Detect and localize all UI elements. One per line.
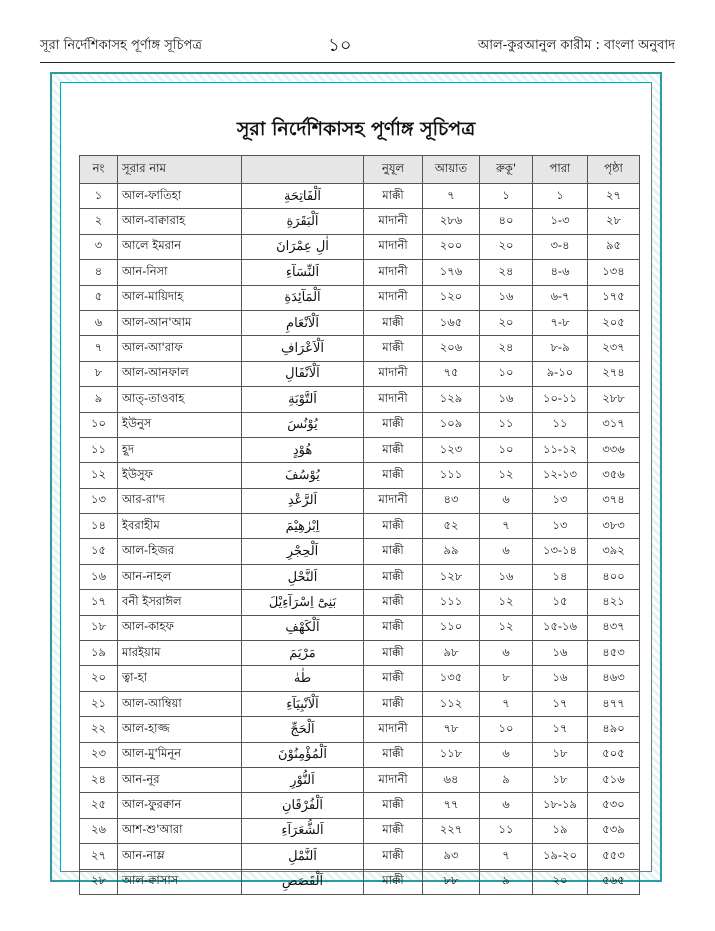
cell-ayat: ৮৮ [423, 869, 480, 894]
cell-ruku: ৯ [480, 767, 533, 792]
cell-para: ৯-১০ [533, 361, 588, 386]
cell-ruku: ৬ [480, 641, 533, 666]
cell-page: ৪৯০ [588, 717, 640, 742]
cell-ayat: ১১২ [423, 691, 480, 716]
cell-page: ৫৩৯ [588, 818, 640, 843]
cell-ruku: ৭ [480, 844, 533, 869]
cell-page: ৩১৭ [588, 412, 640, 437]
cell-surah-name: আল-ফুরক্বান [118, 793, 242, 818]
cell-para: ১৫ [533, 590, 588, 615]
table-header-row [80, 156, 640, 184]
cell-arabic-name: اَلْحِجْرِ [242, 539, 364, 564]
table-row [80, 641, 640, 666]
cell-para: ১৭ [533, 691, 588, 716]
cell-number: ১৮ [80, 615, 118, 640]
cell-ruku: ১২ [480, 615, 533, 640]
cell-page: ৪৩৭ [588, 615, 640, 640]
cell-arabic-name: اَلْاَعْرَافِ [242, 336, 364, 361]
cell-revelation: মাক্কী [364, 844, 423, 869]
cell-number: ১৬ [80, 564, 118, 589]
cell-revelation: মাদানী [364, 717, 423, 742]
cell-para: ৭-৮ [533, 310, 588, 335]
table-row [80, 793, 640, 818]
cell-arabic-name: هُوْدٍ [242, 437, 364, 462]
cell-ayat: ১২০ [423, 285, 480, 310]
cell-revelation: মাদানী [364, 234, 423, 259]
cell-ruku: ২০ [480, 234, 533, 259]
cell-surah-name: ত্বা-হা [118, 666, 242, 691]
cell-surah-name: আল-আনফাল [118, 361, 242, 386]
cell-number: ১ [80, 184, 118, 209]
cell-arabic-name: اَلْحَجِّ [242, 717, 364, 742]
cell-ayat: ৭ [423, 184, 480, 209]
cell-ruku: ১০ [480, 361, 533, 386]
cell-arabic-name: اَلْمَآئِدَةِ [242, 285, 364, 310]
table-row [80, 260, 640, 285]
table-row [80, 387, 640, 412]
page-number: ১০ [328, 34, 352, 56]
cell-page: ৫৫৩ [588, 844, 640, 869]
cell-ruku: ৮ [480, 666, 533, 691]
table-row [80, 209, 640, 234]
cell-page: ৩৮৩ [588, 514, 640, 539]
col-header-arabic [242, 156, 364, 184]
cell-surah-name: আত্-তাওবাহ [118, 387, 242, 412]
cell-ayat: ৯৮ [423, 641, 480, 666]
cell-revelation: মাক্কী [364, 641, 423, 666]
cell-arabic-name: اَلْمُؤْمِنُوْنَ [242, 742, 364, 767]
cell-para: ১৩-১৪ [533, 539, 588, 564]
cell-revelation: মাক্কী [364, 869, 423, 894]
cell-para: ৩-৪ [533, 234, 588, 259]
cell-number: ৩ [80, 234, 118, 259]
table-row [80, 666, 640, 691]
cell-page: ৪৫৩ [588, 641, 640, 666]
cell-para: ১৩ [533, 514, 588, 539]
cell-number: ১৭ [80, 590, 118, 615]
cell-number: ৬ [80, 310, 118, 335]
cell-ayat: ৭৮ [423, 717, 480, 742]
cell-number: ৮ [80, 361, 118, 386]
table-row [80, 514, 640, 539]
cell-page: ৪৬৩ [588, 666, 640, 691]
cell-para: ১ [533, 184, 588, 209]
cell-revelation: মাক্কী [364, 463, 423, 488]
cell-ruku: ১১ [480, 412, 533, 437]
table-row [80, 767, 640, 792]
cell-number: ৯ [80, 387, 118, 412]
cell-ayat: ৬৪ [423, 767, 480, 792]
table-row [80, 615, 640, 640]
cell-page: ৫০৫ [588, 742, 640, 767]
cell-surah-name: ইউসুফ [118, 463, 242, 488]
cell-para: ২০ [533, 869, 588, 894]
cell-ruku: ৭ [480, 691, 533, 716]
cell-para: ১৬ [533, 641, 588, 666]
cell-number: ১৪ [80, 514, 118, 539]
cell-arabic-name: بَنِىْٓ اِسْرَآءِيْلَ [242, 590, 364, 615]
cell-ruku: ১০ [480, 717, 533, 742]
cell-para: ১১ [533, 412, 588, 437]
cell-number: ১১ [80, 437, 118, 462]
table-row [80, 844, 640, 869]
content-panel [60, 82, 652, 890]
cell-ayat: ৯৩ [423, 844, 480, 869]
decorative-border [50, 72, 662, 890]
table-row [80, 361, 640, 386]
table-row [80, 539, 640, 564]
cell-arabic-name: اَلْفَاتِحَةِ [242, 184, 364, 209]
cell-page: ৫৬৫ [588, 869, 640, 894]
col-header-para: পারা [533, 156, 588, 184]
cell-number: ২৭ [80, 844, 118, 869]
cell-arabic-name: اَلشُّعَرَآءِ [242, 818, 364, 843]
cell-ayat: ২২৭ [423, 818, 480, 843]
cell-ayat: ১১১ [423, 590, 480, 615]
cell-page: ২০৫ [588, 310, 640, 335]
cell-number: ২৫ [80, 793, 118, 818]
header-left-title: সূরা নির্দেশিকাসহ পূর্ণাঙ্গ সূচিপত্র [40, 37, 202, 53]
cell-ruku: ৬ [480, 742, 533, 767]
cell-arabic-name: يُوْنُسَ [242, 412, 364, 437]
cell-ayat: ২০৬ [423, 336, 480, 361]
cell-revelation: মাক্কী [364, 590, 423, 615]
cell-para: ১৬ [533, 666, 588, 691]
cell-para: ১৯ [533, 818, 588, 843]
table-row [80, 412, 640, 437]
cell-arabic-name: يُوْسُفَ [242, 463, 364, 488]
cell-surah-name: মারইয়াম [118, 641, 242, 666]
col-header-revelation: নুযূল [364, 156, 423, 184]
cell-surah-name: আল-আন'আম [118, 310, 242, 335]
cell-arabic-name: اِبْرٰهِيْمَ [242, 514, 364, 539]
cell-page: ৪২১ [588, 590, 640, 615]
cell-ruku: ১৬ [480, 285, 533, 310]
cell-ruku: ৯ [480, 869, 533, 894]
cell-ayat: ১০৯ [423, 412, 480, 437]
cell-revelation: মাক্কী [364, 514, 423, 539]
cell-revelation: মাক্কী [364, 184, 423, 209]
table-row [80, 310, 640, 335]
cell-page: ৫৩০ [588, 793, 640, 818]
cell-para: ১৮-১৯ [533, 793, 588, 818]
cell-surah-name: আল-আ'রাফ [118, 336, 242, 361]
cell-revelation: মাক্কী [364, 539, 423, 564]
cell-arabic-name: اَلنِّسَآءِ [242, 260, 364, 285]
cell-page: ২৭৪ [588, 361, 640, 386]
cell-ruku: ২৪ [480, 260, 533, 285]
table-row [80, 564, 640, 589]
cell-surah-name: আশ-শু'আরা [118, 818, 242, 843]
cell-arabic-name: طٰهٰ [242, 666, 364, 691]
cell-surah-name: আন-নাম্ল [118, 844, 242, 869]
cell-revelation: মাক্কী [364, 666, 423, 691]
table-row [80, 184, 640, 209]
cell-ruku: ২০ [480, 310, 533, 335]
cell-ruku: ১০ [480, 437, 533, 462]
cell-page: ১৩৪ [588, 260, 640, 285]
cell-surah-name: আল-বাক্বারাহ [118, 209, 242, 234]
header-rule [40, 62, 675, 63]
cell-arabic-name: اَلتَّوْبَةِ [242, 387, 364, 412]
cell-page: ২৭ [588, 184, 640, 209]
cell-surah-name: আন-নিসা [118, 260, 242, 285]
cell-arabic-name: اَلنَّحْلِ [242, 564, 364, 589]
cell-ayat: ১৭৬ [423, 260, 480, 285]
cell-page: ৫১৬ [588, 767, 640, 792]
cell-arabic-name: اَلْفُرْقَانِ [242, 793, 364, 818]
cell-surah-name: আল-ক্বাসাস [118, 869, 242, 894]
cell-arabic-name: اَلْبَقَرَةِ [242, 209, 364, 234]
cell-number: ২১ [80, 691, 118, 716]
page-title: সূরা নির্দেশিকাসহ পূর্ণাঙ্গ সূচিপত্র [236, 118, 476, 140]
cell-number: ২৩ [80, 742, 118, 767]
cell-page: ৯৫ [588, 234, 640, 259]
cell-surah-name: আল-আম্বিয়া [118, 691, 242, 716]
cell-para: ১৯-২০ [533, 844, 588, 869]
cell-ayat: ১২৩ [423, 437, 480, 462]
cell-number: ২০ [80, 666, 118, 691]
col-header-ayat: আয়াত [423, 156, 480, 184]
cell-surah-name: হূদ [118, 437, 242, 462]
cell-arabic-name: اَلْكَهْفِ [242, 615, 364, 640]
cell-arabic-name: اَلْاَنْفَالِ [242, 361, 364, 386]
cell-arabic-name: اَلنُّوْرِ [242, 767, 364, 792]
cell-ruku: ১২ [480, 590, 533, 615]
cell-arabic-name: اَلْاَنْبِيَآءِ [242, 691, 364, 716]
cell-para: ৮-৯ [533, 336, 588, 361]
surah-index-table [79, 155, 640, 895]
cell-page: ৩৫৬ [588, 463, 640, 488]
table-row [80, 336, 640, 361]
table-row [80, 437, 640, 462]
cell-surah-name: বনী ইসরাঈল [118, 590, 242, 615]
cell-surah-name: আন-নাহল [118, 564, 242, 589]
cell-para: ১৫-১৬ [533, 615, 588, 640]
cell-surah-name: ইবরাহীম [118, 514, 242, 539]
cell-surah-name: আল-মায়িদাহ [118, 285, 242, 310]
cell-ruku: ৬ [480, 793, 533, 818]
cell-surah-name: আল-হিজর [118, 539, 242, 564]
col-header-name: সূরার নাম [118, 156, 242, 184]
cell-arabic-name: اَلْقَصَصِ [242, 869, 364, 894]
table-row [80, 488, 640, 513]
cell-number: ২৪ [80, 767, 118, 792]
cell-page: ৪৭৭ [588, 691, 640, 716]
cell-arabic-name: مَرْيَمَ [242, 641, 364, 666]
cell-ayat: ১৬৫ [423, 310, 480, 335]
cell-surah-name: আল-হাজ্জ [118, 717, 242, 742]
cell-ruku: ১ [480, 184, 533, 209]
cell-page: ১৭৫ [588, 285, 640, 310]
cell-revelation: মাদানী [364, 387, 423, 412]
table-row [80, 869, 640, 894]
cell-surah-name: ইউনুস [118, 412, 242, 437]
cell-arabic-name: اَلنَّمْلِ [242, 844, 364, 869]
cell-number: ৫ [80, 285, 118, 310]
cell-ruku: ১১ [480, 818, 533, 843]
cell-para: ৪-৬ [533, 260, 588, 285]
cell-ayat: ১১০ [423, 615, 480, 640]
cell-para: ১২-১৩ [533, 463, 588, 488]
cell-revelation: মাদানী [364, 285, 423, 310]
cell-para: ১১-১২ [533, 437, 588, 462]
cell-revelation: মাদানী [364, 488, 423, 513]
cell-surah-name: আল-মু'মিনূন [118, 742, 242, 767]
table-row [80, 463, 640, 488]
cell-page: ৩৭৪ [588, 488, 640, 513]
table-row [80, 691, 640, 716]
cell-ayat: ৪৩ [423, 488, 480, 513]
cell-arabic-name: اَلرَّعْدِ [242, 488, 364, 513]
col-header-no: নং [80, 156, 118, 184]
cell-ayat: ১২৮ [423, 564, 480, 589]
cell-revelation: মাদানী [364, 361, 423, 386]
cell-para: ১-৩ [533, 209, 588, 234]
cell-number: ১৯ [80, 641, 118, 666]
cell-page: ২৮ [588, 209, 640, 234]
cell-para: ১৭ [533, 717, 588, 742]
cell-ayat: ২৮৬ [423, 209, 480, 234]
cell-surah-name: আলে ইমরান [118, 234, 242, 259]
cell-number: ১২ [80, 463, 118, 488]
cell-number: ১০ [80, 412, 118, 437]
cell-para: ১৮ [533, 767, 588, 792]
cell-number: ২২ [80, 717, 118, 742]
cell-revelation: মাক্কী [364, 437, 423, 462]
cell-surah-name: আর-রা'দ [118, 488, 242, 513]
cell-ayat: ১১১ [423, 463, 480, 488]
col-header-ruku: রুকূ' [480, 156, 533, 184]
header-right-title: আল-কুরআনুল কারীম : বাংলা অনুবাদ [477, 37, 675, 53]
cell-revelation: মাদানী [364, 767, 423, 792]
cell-ruku: ১৬ [480, 564, 533, 589]
cell-para: ১৩ [533, 488, 588, 513]
table-row [80, 590, 640, 615]
cell-ayat: ১২৯ [423, 387, 480, 412]
cell-page: ৪০০ [588, 564, 640, 589]
cell-revelation: মাদানী [364, 260, 423, 285]
cell-page: ৩৯২ [588, 539, 640, 564]
cell-arabic-name: اَلْاَنْعَامِ [242, 310, 364, 335]
table-row [80, 818, 640, 843]
table-body [80, 184, 640, 895]
cell-revelation: মাক্কী [364, 818, 423, 843]
cell-ruku: ১২ [480, 463, 533, 488]
cell-number: ২৮ [80, 869, 118, 894]
cell-page: ২৩৭ [588, 336, 640, 361]
col-header-page: পৃষ্ঠা [588, 156, 640, 184]
cell-ayat: ৯৯ [423, 539, 480, 564]
cell-number: ২৬ [80, 818, 118, 843]
cell-revelation: মাদানী [364, 209, 423, 234]
cell-page: ৩৩৬ [588, 437, 640, 462]
cell-page: ২৮৮ [588, 387, 640, 412]
cell-ruku: ২৪ [480, 336, 533, 361]
cell-para: ৬-৭ [533, 285, 588, 310]
cell-revelation: মাক্কী [364, 742, 423, 767]
cell-number: ১৫ [80, 539, 118, 564]
cell-ayat: ২০০ [423, 234, 480, 259]
cell-revelation: মাক্কী [364, 691, 423, 716]
cell-ayat: ৭৫ [423, 361, 480, 386]
cell-para: ১৮ [533, 742, 588, 767]
cell-surah-name: আল-ফাতিহা [118, 184, 242, 209]
cell-ruku: ৭ [480, 514, 533, 539]
cell-revelation: মাক্কী [364, 310, 423, 335]
cell-ruku: ৬ [480, 539, 533, 564]
cell-ruku: ৬ [480, 488, 533, 513]
cell-revelation: মাক্কী [364, 564, 423, 589]
cell-number: ৭ [80, 336, 118, 361]
cell-revelation: মাক্কী [364, 412, 423, 437]
table-row [80, 234, 640, 259]
cell-surah-name: আল-কাহফ [118, 615, 242, 640]
cell-ruku: ৪০ [480, 209, 533, 234]
cell-ayat: ১১৮ [423, 742, 480, 767]
cell-number: ১৩ [80, 488, 118, 513]
cell-ayat: ৭৭ [423, 793, 480, 818]
cell-ayat: ১৩৫ [423, 666, 480, 691]
cell-para: ১০-১১ [533, 387, 588, 412]
cell-number: ২ [80, 209, 118, 234]
running-header [40, 34, 675, 58]
table-row [80, 717, 640, 742]
cell-ayat: ৫২ [423, 514, 480, 539]
table-row [80, 742, 640, 767]
cell-revelation: মাক্কী [364, 615, 423, 640]
cell-para: ১৪ [533, 564, 588, 589]
cell-number: ৪ [80, 260, 118, 285]
cell-arabic-name: اٰلِ عِمْرَانَ [242, 234, 364, 259]
table-row [80, 285, 640, 310]
cell-revelation: মাক্কী [364, 793, 423, 818]
cell-ruku: ১৬ [480, 387, 533, 412]
cell-revelation: মাক্কী [364, 336, 423, 361]
cell-surah-name: আন-নূর [118, 767, 242, 792]
